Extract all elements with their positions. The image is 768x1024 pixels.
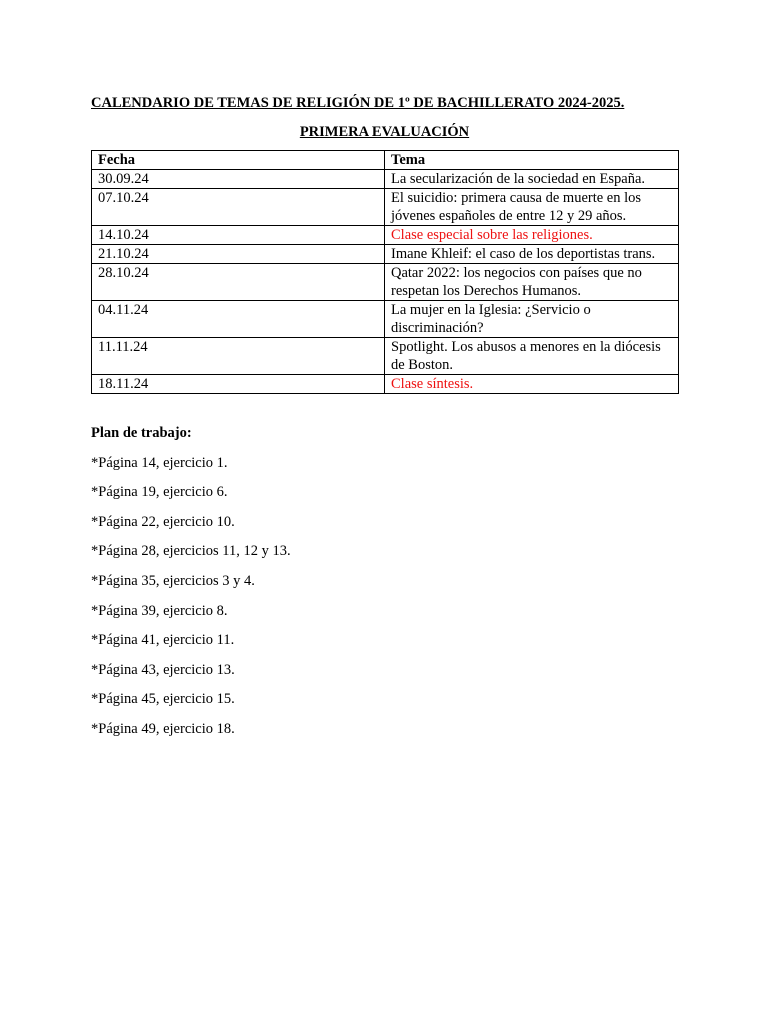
table-row xyxy=(92,189,679,226)
list-item: *Página 14, ejercicio 1. xyxy=(91,454,228,471)
row-date: 07.10.24 xyxy=(92,189,385,226)
table-header-row xyxy=(92,151,679,170)
table-row xyxy=(92,375,679,394)
table-row xyxy=(92,264,679,301)
list-item: *Página 41, ejercicio 11. xyxy=(91,632,235,649)
list-item: *Página 49, ejercicio 18. xyxy=(91,720,235,737)
row-date: 04.11.24 xyxy=(92,301,385,338)
row-topic: Imane Khleif: el caso de los deportistas trans. xyxy=(385,245,679,264)
table-row xyxy=(92,226,679,245)
list-item: *Página 22, ejercicio 10. xyxy=(91,513,235,530)
header-topic: Tema xyxy=(385,151,679,170)
plan-list xyxy=(91,454,678,738)
row-topic: La mujer en la Iglesia: ¿Servicio o discriminación? xyxy=(385,301,679,338)
row-topic: La secularización de la sociedad en España. xyxy=(385,170,679,189)
table-row xyxy=(92,170,679,189)
list-item: *Página 28, ejercicios 11, 12 y 13. xyxy=(91,543,291,560)
table-row xyxy=(92,301,679,338)
row-date: 11.11.24 xyxy=(92,338,385,375)
document-page xyxy=(91,94,678,738)
header-date: Fecha xyxy=(92,151,385,170)
plan-title: Plan de trabajo: xyxy=(91,425,192,441)
table-row xyxy=(92,338,679,375)
row-date: 30.09.24 xyxy=(92,170,385,189)
list-item: *Página 43, ejercicio 13. xyxy=(91,661,235,678)
schedule-table xyxy=(91,150,679,394)
document-title: CALENDARIO DE TEMAS DE RELIGIÓN DE 1º DE BACHILLERATO 2024-2025. xyxy=(91,95,625,111)
list-item: *Página 45, ejercicio 15. xyxy=(91,691,235,708)
row-date: 21.10.24 xyxy=(92,245,385,264)
section-title: PRIMERA EVALUACIÓN xyxy=(299,124,470,140)
list-item: *Página 39, ejercicio 8. xyxy=(91,602,228,619)
list-item: *Página 19, ejercicio 6. xyxy=(91,484,228,501)
row-date: 14.10.24 xyxy=(92,226,385,245)
row-topic: Clase síntesis. xyxy=(385,375,679,394)
list-item: *Página 35, ejercicios 3 y 4. xyxy=(91,572,255,589)
row-topic: El suicidio: primera causa de muerte en los jóvenes españoles de entre 12 y 29 años. xyxy=(385,189,679,226)
row-topic: Spotlight. Los abusos a menores en la diócesis de Boston. xyxy=(385,338,679,375)
table-row xyxy=(92,245,679,264)
row-topic: Qatar 2022: los negocios con países que no respetan los Derechos Humanos. xyxy=(385,264,679,301)
row-date: 28.10.24 xyxy=(92,264,385,301)
row-date: 18.11.24 xyxy=(92,375,385,394)
row-topic: Clase especial sobre las religiones. xyxy=(385,226,679,245)
